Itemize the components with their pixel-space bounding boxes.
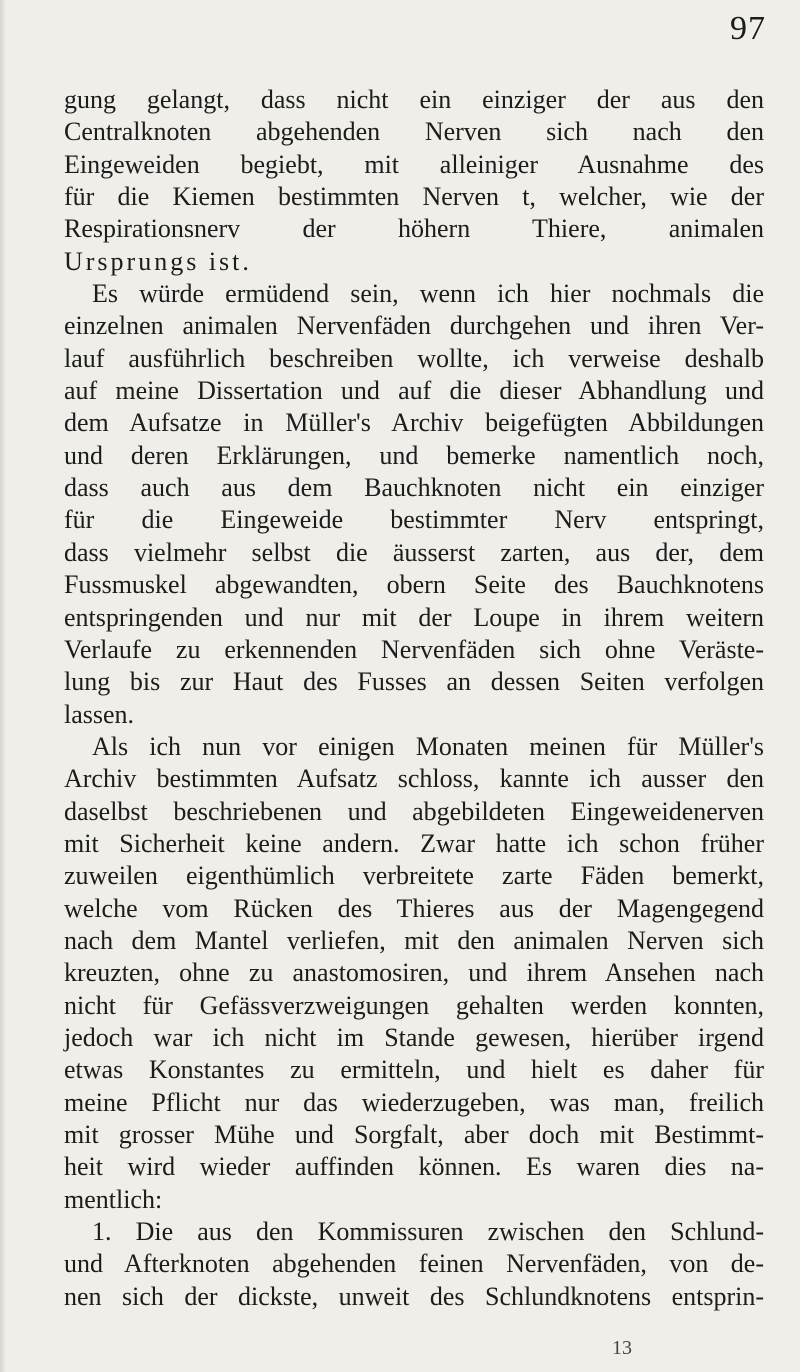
text-line: für die Kiemen bestimmten Nerven t, welcher, wie der <box>64 182 764 212</box>
text-line: Verlaufe zu erkennenden Nervenfäden sich ohne Veräste- <box>64 634 764 664</box>
text-line: daselbst beschriebenen und abgebildeten Eingeweidenerven <box>64 796 764 826</box>
text-line: dass vielmehr selbst die äusserst zarten, aus der, dem <box>64 537 764 567</box>
text-line: Eingeweiden begiebt, mit alleiniger Ausnahme des <box>64 149 764 179</box>
text-line: jedoch war ich nicht im Stande gewesen, hierüber irgend <box>64 1022 764 1052</box>
text-line: dass auch aus dem Bauchknoten nicht ein einziger <box>64 473 764 503</box>
text-line: lauf ausführlich beschreiben wollte, ich verweise deshalb <box>64 343 764 373</box>
text-line: Respirationsnerv der höhern Thiere, animalen <box>64 214 764 244</box>
text-line: einzelnen animalen Nervenfäden durchgehen und ihren Ver- <box>64 311 764 341</box>
text-line: lassen. <box>64 699 135 729</box>
text-line: und deren Erklärungen, und bemerke namentlich noch, <box>64 440 764 470</box>
text-line: für die Eingeweide bestimmter Nerv entspringt, <box>64 505 764 535</box>
text-line: lung bis zur Haut des Fusses an dessen Seiten verfolgen <box>64 667 764 697</box>
text-line: Centralknoten abgehenden Nerven sich nach den <box>64 117 764 147</box>
text-line: Es würde ermüdend sein, wenn ich hier nochmals die <box>92 279 764 309</box>
text-line: dem Aufsatze in Müller's Archiv beigefügten Abbildungen <box>64 408 764 438</box>
text-line: und Afterknoten abgehenden feinen Nervenfäden, von de- <box>64 1249 764 1279</box>
page-number: 97 <box>730 10 766 47</box>
text-line: mit Sicherheit keine andern. Zwar hatte ich schon früher <box>64 828 764 858</box>
text-line: nach dem Mantel verliefen, mit den animalen Nerven sich <box>64 925 764 955</box>
text-line: Fussmuskel abgewandten, obern Seite des Bauchknotens <box>64 570 764 600</box>
text-line: welche vom Rücken des Thieres aus der Magengegend <box>64 893 764 923</box>
text-line: kreuzten, ohne zu anastomosiren, und ihrem Ansehen nach <box>64 958 764 988</box>
body-text <box>64 84 764 1313</box>
text-line: Archiv bestimmten Aufsatz schloss, kannte ich ausser den <box>64 764 764 794</box>
text-line: Als ich nun vor einigen Monaten meinen für Müller's <box>92 731 764 761</box>
text-line: entspringenden und nur mit der Loupe in ihrem weitern <box>64 602 764 632</box>
text-line: meine Pflicht nur das wiederzugeben, was man, freilich <box>64 1087 764 1117</box>
text-line: etwas Konstantes zu ermitteln, und hielt es daher für <box>64 1055 764 1085</box>
text-line: mentlich: <box>64 1184 163 1214</box>
text-line: zuweilen eigenthümlich verbreitete zarte Fäden bemerkt, <box>64 861 764 891</box>
text-line: Ursprungs ist. <box>64 246 252 276</box>
text-line: heit wird wieder auffinden können. Es waren dies na- <box>64 1152 764 1182</box>
text-line: nicht für Gefässverzweigungen gehalten werden konnten, <box>64 990 764 1020</box>
text-line: gung gelangt, dass nicht ein einziger der aus den <box>64 85 764 114</box>
text-line: mit grosser Mühe und Sorgfalt, aber doch mit Bestimmt- <box>64 1120 764 1149</box>
signature-mark: 13 <box>612 1337 632 1359</box>
text-line: 1. Die aus den Kommissuren zwischen den Schlund- <box>92 1217 764 1247</box>
text-line: auf meine Dissertation und auf die dieser Abhandlung und <box>64 376 764 406</box>
page-edge <box>0 0 6 1372</box>
text-line: nen sich der dickste, unweit des Schlundknotens entsprin- <box>64 1281 764 1311</box>
